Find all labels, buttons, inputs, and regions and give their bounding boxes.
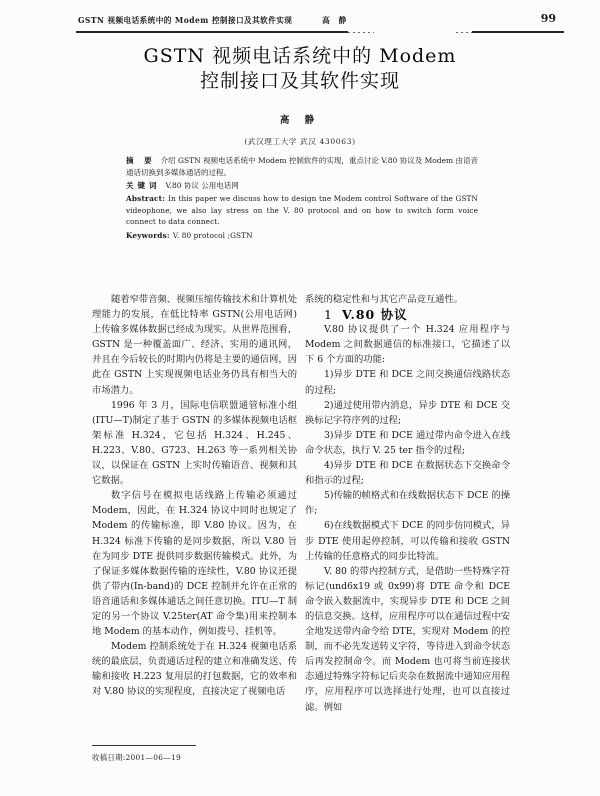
abstract-en-label: Abstract: xyxy=(126,194,166,204)
running-header-author: 高 静 xyxy=(322,16,350,25)
list-item: 5)传输的帧格式和在线数据状态下 DCE 的操作; xyxy=(305,490,510,517)
paragraph: 1996 年 3 月，国际电信联盟通管标准小组(ITU—T)制定了基于 GSTN 的多媒体视频电话框架标准 H.324，它包括 H.324、H.245、H.223、V.80、G723、H.263 等一系列相关协议，以保证在 GSTN 上实时传输语音、视频和其它数据。 xyxy=(92,399,297,487)
paragraph: V.80 协议提供了一个 H.324 应用程序与 Modem 之间数据通信的标准接口，它描述了以下 6 个方面的功能: xyxy=(305,324,510,366)
paragraph: Modem 控制系统处于在 H.324 视频电话系统的最底层，负责通话过程的建立和准确发送、传输和接收 H.223 复用层的打包数据，它的效率和对 V.80 协议的实现程度，直接决定了视频电话 xyxy=(92,641,297,698)
author-name: 高 静 xyxy=(279,115,321,126)
author-affiliation: (武汉理工大学 武汉 430063) xyxy=(244,137,356,146)
paper-title xyxy=(70,44,530,94)
list-item: 1)异步 DTE 和 DCE 之间交换通信线路状态的过程; xyxy=(305,369,510,396)
paragraph: V. 80 的带内控制方式，是借助一些特殊字符标记(und6x19 或 0x99)将 DTE 命令和 DCE 命令嵌入数据流中，实现异步 DTE 和 DCE 之间的信息交换。这样，应用程序可以在通信过程中安全地发送带内命令给 DTE，实现对 Modem 的控制，而不必先发送转义字符，等待进入到命令状态后再发控制命令。而 Modem 也可将当前连接状态通过特殊字符标记后夹杂在数据流中通知应用程序，应用程序可以选择进行处理，也可以直接过滤。例如 xyxy=(305,565,510,713)
list-item: 4)异步 DTE 和 DCE 在数据状态下交换命令和指示的过程; xyxy=(305,460,510,487)
keywords-cn-text: V.80 协议 公用电话网 xyxy=(165,181,239,191)
paragraph: 随着窄带音频、视频压缩传输技术和计算机处理能力的发展，在低比特率 GSTN(公用电话网)上传输多媒体数据已经成为现实。从世界范围看，GSTN 是一种覆盖面广、经济、实用的通讯网，并且在今后较长的时期内仍将是主要的通信网，因此在 GSTN 上实现视频电话业务仍具有相当大的市场潜力。 xyxy=(92,294,297,396)
abstract-en-row xyxy=(126,193,478,227)
header-rule-right xyxy=(472,31,564,33)
section-number: 1 xyxy=(324,307,333,323)
paper-title-line-1: GSTN 视频电话系统中的 Modem xyxy=(143,45,457,67)
keywords-cn-label: 关键词 xyxy=(126,181,161,191)
header-rule-right-dots xyxy=(456,32,472,33)
abstract-cn-label: 摘 要 xyxy=(126,156,156,165)
keywords-cn-row xyxy=(126,180,478,192)
paragraph-continuation: 系统的稳定性和与其它产品竞互通性。 xyxy=(305,294,464,305)
paper-title-line-2: 控制接口及其软件实现 xyxy=(199,70,400,92)
keywords-en-text: V. 80 protocol ;GSTN xyxy=(172,230,253,240)
abstract-cn-row xyxy=(126,155,478,178)
abstract-cn-text: 介绍 GSTN 视频电话系统中 Modem 控制软件的实现，重点讨论 V.80 协议及 Modem 由语音通话切换到多媒体通话的过程。 xyxy=(126,156,479,177)
running-header xyxy=(0,8,600,30)
body-column-left xyxy=(92,292,297,700)
keywords-en-row xyxy=(126,230,478,241)
list-item: 3)异步 DTE 和 DCE 通过带内命令进入在线命令状态，执行 V. 25 ter 指令的过程; xyxy=(305,429,510,456)
list-item: 2)通过使用带内消息，异步 DTE 和 DCE 交换标记字符序列的过程; xyxy=(305,399,510,426)
abstract-block xyxy=(126,155,478,242)
list-item: 6)在线数据模式下 DCE 的同步仿同模式，异步 DTE 使用起停控制，可以传输和接收 GSTN 上传输的任意格式的同步比特流。 xyxy=(305,520,510,562)
footnote-rule xyxy=(92,745,196,746)
running-header-title: GSTN 视频电话系统中的 Modem 控制接口及其软件实现 xyxy=(78,15,293,26)
abstract-en-text: In this paper we discuss how to design tne Modem control Software of the GSTN videophone, we also lay stress on the V. 80 protocol and on how to switch form voice connect to data connect. xyxy=(126,194,478,227)
body-column-right xyxy=(305,292,510,715)
paragraph: 数字信号在模拟电话线路上传输必须通过 Modem，因此，在 H.324 协议中同时也规定了 Modem 的传输标准，即 V.80 协议。因为，在 H.324 标准下传输的是同步数据，所以 V.80 旨在为同步 DTE 提供同步数据传输模式。此外，为了保证多媒体数据传输的连续性，V.80 协议还提供了带内(In-band)的 DCE 控制并允许在正常的语音通话和多媒体通话之间任意切换。ITU—T 制定的另一个协议 V.25ter(AT 命令集)用来控制本地 Modem 的基本动作，例如拨号、挂机等。 xyxy=(92,490,297,638)
section-title: V.80 协议 xyxy=(341,307,408,323)
header-rule-left-dots xyxy=(348,32,374,33)
header-rule-left xyxy=(76,31,348,33)
section-heading xyxy=(305,307,510,322)
page-number: 99 xyxy=(540,12,556,25)
keywords-en-label: Keywords: xyxy=(126,230,170,240)
received-date: 收稿日期:2001—06—19 xyxy=(92,753,181,762)
